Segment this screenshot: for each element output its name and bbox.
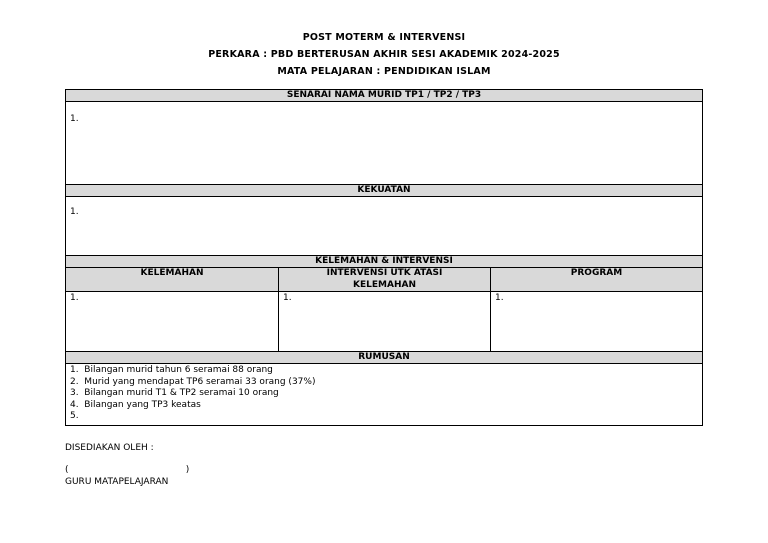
senarai-cell: [66, 102, 702, 184]
prepared-by-label: DISEDIAKAN OLEH :: [65, 443, 154, 453]
signature-line: ( ): [65, 465, 190, 475]
rumusan-heading: RUMUSAN: [66, 351, 702, 364]
senarai-content: 1.: [70, 114, 79, 124]
intervensi-col-header: INTERVENSI UTK ATASI KELEMAHAN: [279, 268, 491, 291]
kelemahan-column-headers: [66, 268, 702, 292]
kelemahan-col-header: KELEMAHAN: [66, 268, 279, 291]
senarai-heading: SENARAI NAMA MURID TP1 / TP2 / TP3: [66, 90, 702, 102]
program-col-header: PROGRAM: [570, 268, 623, 278]
perkara-line: PERKARA : PBD BERTERUSAN AKHIR SESI AKADEMIK 2024-2025: [208, 49, 560, 60]
kekuatan-content: 1.: [70, 207, 79, 217]
kelemahan-content: 1.: [70, 293, 79, 303]
program-content: 1.: [495, 293, 504, 303]
kelemahan-content-row: [66, 292, 702, 351]
kekuatan-cell: [66, 197, 702, 255]
document-title: POST MOTERM & INTERVENSI: [302, 32, 466, 43]
form-table: [65, 89, 703, 426]
rumusan-item: 5.: [70, 411, 79, 421]
rumusan-item: 3. Bilangan murid T1 & TP2 seramai 10 orang: [70, 388, 279, 398]
rumusan-item: 2. Murid yang mendapat TP6 seramai 33 orang (37%): [70, 376, 316, 387]
subject-line: MATA PELAJARAN : PENDIDIKAN ISLAM: [277, 66, 491, 77]
rumusan-list: [66, 364, 702, 425]
rumusan-item: 4. Bilangan yang TP3 keatas: [70, 399, 201, 410]
teacher-role-label: GURU MATAPELAJARAN: [65, 477, 169, 487]
kelemahan-intervensi-heading: KELEMAHAN & INTERVENSI: [66, 255, 702, 268]
kekuatan-heading: KEKUATAN: [66, 184, 702, 197]
intervensi-content: 1.: [283, 293, 292, 303]
rumusan-item: 1. Bilangan murid tahun 6 seramai 88 orang: [70, 365, 273, 375]
